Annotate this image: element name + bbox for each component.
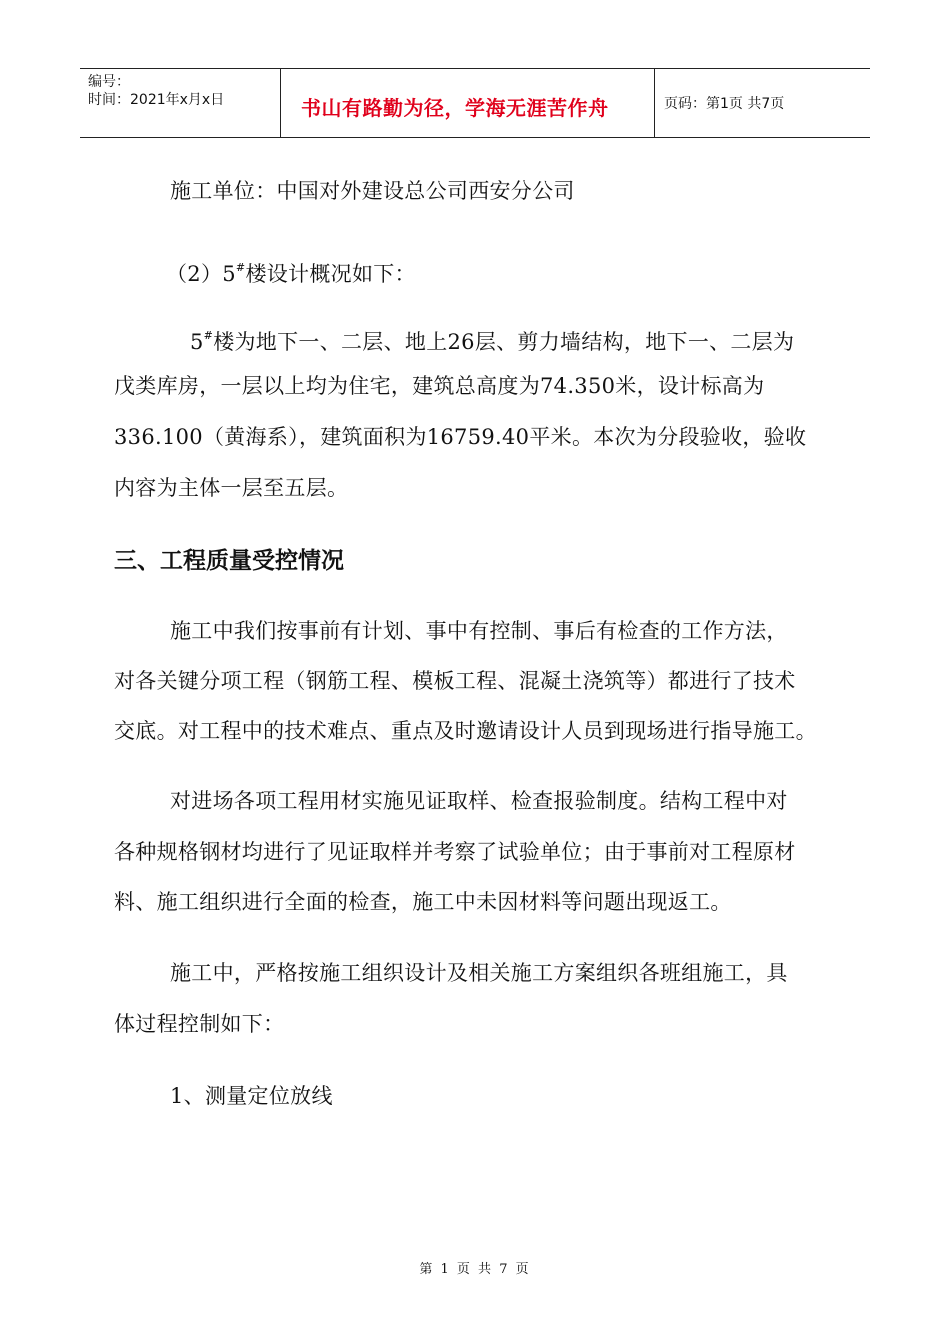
header-page-cell (655, 69, 870, 137)
para4-line1: 施工中，严格按施工组织设计及相关施工方案组织各班组施工，具 (170, 961, 788, 985)
para2-line2: 对各关键分项工程（钢筋工程、模板工程、混凝土浇筑等）都进行了技术 (114, 669, 796, 693)
construction-unit-line: 施工单位：中国对外建设总公司西安分公司 (170, 179, 575, 203)
para1-line1-prefix: 5 (190, 330, 204, 354)
para1-line4: 内容为主体一层至五层。 (114, 476, 349, 500)
header-info-cell (80, 69, 281, 137)
para1-line3: 336.100（黄海系），建筑面积为16759.40平米。本次为分段验收，验收 (114, 425, 807, 449)
header-motto-cell (281, 69, 655, 137)
page-footer: 第 1 页 共 7 页 (419, 1262, 531, 1277)
para1-line1 (190, 310, 910, 368)
list-item-1: 1、测量定位放线 (170, 1084, 333, 1108)
para1-line1-suffix: 楼为地下一、二层、地上26层、剪力墙结构，地下一、二层为 (213, 330, 795, 354)
document-date-label: 时间：2021年x月x日 (88, 92, 225, 108)
document-number-label: 编号： (88, 74, 130, 90)
section-3-heading: 三、工程质量受控情况 (114, 548, 344, 574)
header-motto: 书山有路勤为径，学海无涯苦作舟 (301, 96, 609, 120)
subsection-2-prefix: （2）5 (166, 262, 236, 286)
para4-line2: 体过程控制如下： (114, 1012, 285, 1036)
subsection-2-suffix: 楼设计概况如下： (245, 262, 416, 286)
para1-line1-sup: # (203, 329, 214, 342)
subsection-2-title (166, 242, 886, 300)
para2-line3: 交底。对工程中的技术难点、重点及时邀请设计人员到现场进行指导施工。 (114, 719, 817, 743)
document-header (80, 68, 870, 138)
header-page-code: 页码：第1页 共7页 (664, 96, 785, 112)
para3-line2: 各种规格钢材均进行了见证取样并考察了试验单位；由于事前对工程原材 (114, 840, 796, 864)
subsection-2-sup: # (235, 261, 246, 274)
para2-line1: 施工中我们按事前有计划、事中有控制、事后有检查的工作方法， (170, 619, 788, 643)
para1-line2: 戊类库房，一层以上均为住宅，建筑总高度为74.350米，设计标高为 (114, 374, 765, 398)
para3-line1: 对进场各项工程用材实施见证取样、检查报验制度。结构工程中对 (170, 789, 788, 813)
para3-line3: 料、施工组织进行全面的检查，施工中未因材料等问题出现返工。 (114, 890, 732, 914)
